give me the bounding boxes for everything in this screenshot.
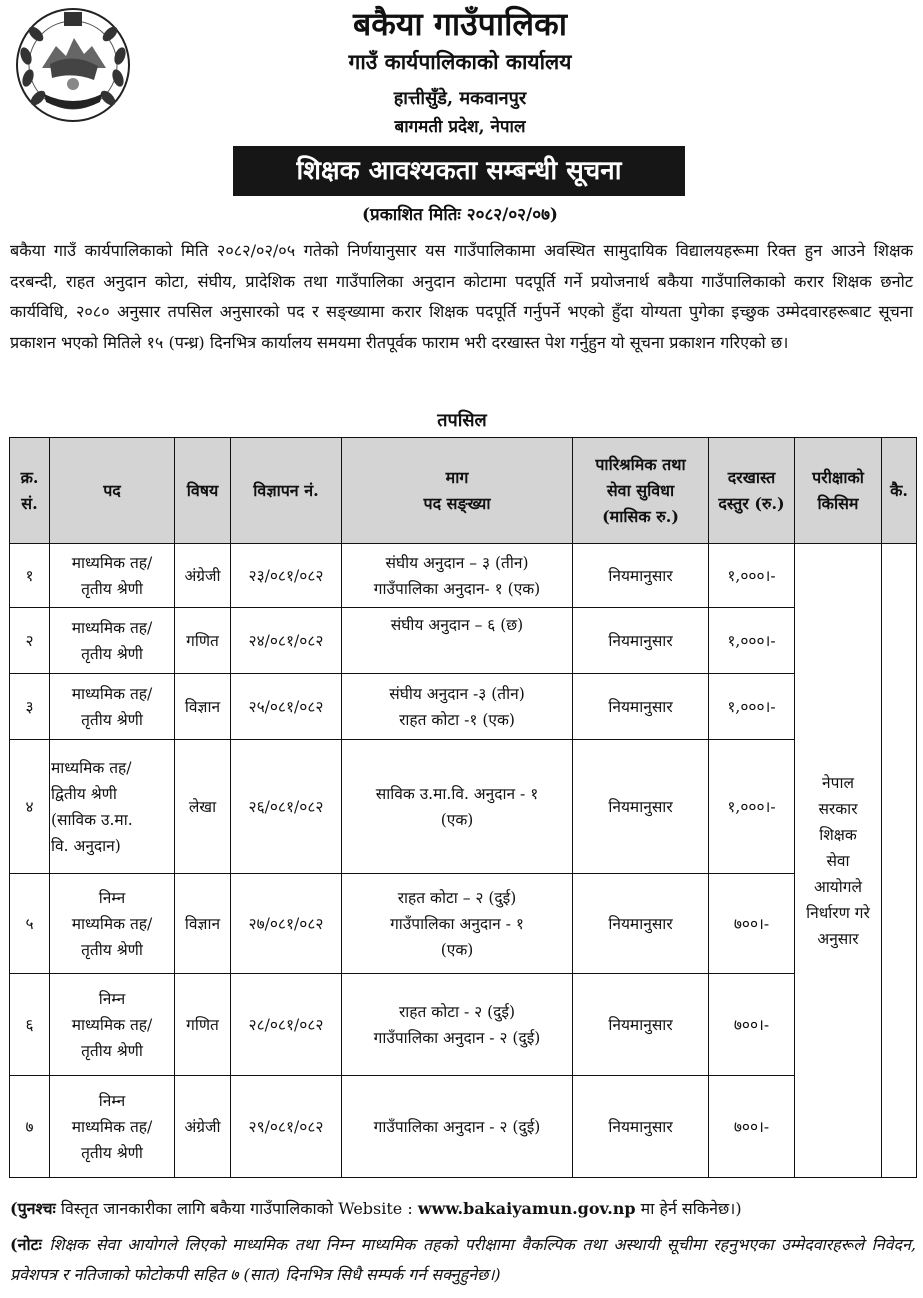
col-header-remarks: कै. [882, 438, 917, 544]
cell-post: माध्यमिक तह/ तृतीय श्रेणी [50, 544, 175, 608]
cell-fee: १,०००।- [709, 740, 795, 874]
cell-post: निम्न माध्यमिक तह/ तृतीय श्रेणी [50, 874, 175, 974]
note-text: शिक्षक सेवा आयोगले लिएको माध्यमिक तथा निम्न माध्यमिक तहको परीक्षामा वैकल्पिक तथा अस्थायी सूचीमा रहनुभएका उम्मेदवारहरूले निवेदन, प्रवेशपत्र र नतिजाको फोटोकपी सहित ७ (सात) दिनभित्र सिधै सम्पर्क गर्न सक्नुहुनेछ।) [10, 1235, 916, 1284]
cell-sn: ३ [10, 674, 50, 740]
table-row [10, 608, 917, 674]
cell-fee: १,०००।- [709, 674, 795, 740]
table-row [10, 874, 917, 974]
postscript-text: विस्तृत जानकारीका लागि बकैया गाउँपालिकाको Website : [55, 1199, 418, 1218]
cell-sn: १ [10, 544, 50, 608]
cell-demand: गाउँपालिका अनुदान - २ (दुई) [342, 1076, 573, 1178]
cell-post: माध्यमिक तह/ तृतीय श्रेणी [50, 674, 175, 740]
cell-demand: राहत कोटा - २ (दुई) गाउँपालिका अनुदान - २ (दुई) [342, 974, 573, 1076]
cell-fee: १,०००।- [709, 608, 795, 674]
cell-fee: ७००।- [709, 874, 795, 974]
cell-remuneration: नियमानुसार [573, 740, 709, 874]
postscript-tail: मा हेर्न सकिनेछ।) [635, 1199, 742, 1218]
nepal-government-emblem-icon [14, 6, 132, 124]
postscript-label: (पुनश्चः [10, 1199, 56, 1218]
cell-adv-no: २९/०८१/०८२ [231, 1076, 342, 1178]
cell-sn: ६ [10, 974, 50, 1076]
cell-remuneration: नियमानुसार [573, 544, 709, 608]
address: हात्तीसुँडे, मकवानपुर [393, 88, 527, 109]
postscript-note [10, 1194, 916, 1224]
cell-subject: विज्ञान [175, 874, 231, 974]
cell-subject: अंग्रेजी [175, 1076, 231, 1178]
cell-remuneration: नियमानुसार [573, 1076, 709, 1178]
cell-post: माध्यमिक तह/ द्वितीय श्रेणी (साविक उ.मा. वि. अनुदान) [50, 740, 175, 874]
vacancy-table [9, 437, 917, 1178]
cell-exam-type: नेपाल सरकार शिक्षक सेवा आयोगले निर्धारण गरे अनुसार [795, 544, 882, 1178]
cell-demand: संघीय अनुदान – ६ (छ) [342, 608, 573, 674]
cell-remuneration: नियमानुसार [573, 974, 709, 1076]
cell-adv-no: २६/०८१/०८२ [231, 740, 342, 874]
cell-sn: ४ [10, 740, 50, 874]
table-header-row [10, 438, 917, 544]
cell-fee: ७००।- [709, 974, 795, 1076]
cell-post: निम्न माध्यमिक तह/ तृतीय श्रेणी [50, 974, 175, 1076]
col-header-post: पद [50, 438, 175, 544]
table-row [10, 740, 917, 874]
cell-post: माध्यमिक तह/ तृतीय श्रेणी [50, 608, 175, 674]
notice-body: बकैया गाउँ कार्यपालिकाको मिति २०८२/०२/०५ गतेको निर्णयानुसार यस गाउँपालिकामा अवस्थित सामुदायिक विद्यालयहरूमा रिक्त हुन आउने शिक्षक दरबन्दी, राहत अनुदान कोटा, संघीय, प्रादेशिक तथा गाउँपालिका अनुदान कोटामा पदपूर्ति गर्ने प्रयोजनार्थ बकैया गाउँपालिकाको करार शिक्षक छनोट कार्यविधि, २०८० अनुसार तपसिल अनुसारको पद र सङ्ख्यामा करार शिक्षक पदपूर्ति गर्नुपर्ने भएको हुँदा योग्यता पुगेका इच्छुक उम्मेदवारहरूबाट सूचना प्रकाशन भएको मितिले १५ (पन्ध्र) दिनभित्र कार्यालय समयमा रीतपूर्वक फाराम भरी दरखास्त पेश गर्नुहुन यो सूचना प्रकाशन गरिएको छ। [10, 241, 913, 352]
note-label: (नोटः [10, 1235, 42, 1254]
cell-remarks [882, 544, 917, 1178]
cell-subject: अंग्रेजी [175, 544, 231, 608]
table-row [10, 974, 917, 1076]
cell-demand: संघीय अनुदान – ३ (तीन) गाउँपालिका अनुदान- १ (एक) [342, 544, 573, 608]
published-date: (प्रकाशित मितिः २०८२/०२/०७) [362, 205, 558, 225]
cell-demand: राहत कोटा – २ (दुई) गाउँपालिका अनुदान - १ (एक) [342, 874, 573, 974]
notice-title: शिक्षक आवश्यकता सम्बन्धी सूचना [233, 146, 685, 196]
cell-subject: गणित [175, 974, 231, 1076]
cell-fee: ७००।- [709, 1076, 795, 1178]
cell-adv-no: २८/०८१/०८२ [231, 974, 342, 1076]
col-header-exam-type: परीक्षाको किसिम [795, 438, 882, 544]
cell-subject: विज्ञान [175, 674, 231, 740]
col-header-demand: माग पद सङ्ख्या [342, 438, 573, 544]
cell-remuneration: नियमानुसार [573, 874, 709, 974]
municipality-name: बकैया गाउँपालिका [353, 5, 567, 43]
cell-subject: गणित [175, 608, 231, 674]
website-link[interactable]: www.bakaiyamun.gov.np [417, 1199, 636, 1218]
cell-subject: लेखा [175, 740, 231, 874]
cell-adv-no: २३/०८१/०८२ [231, 544, 342, 608]
schedule-heading: तपसिल [437, 410, 487, 431]
cell-sn: २ [10, 608, 50, 674]
col-header-subject: विषय [175, 438, 231, 544]
cell-demand: संघीय अनुदान -३ (तीन) राहत कोटा -१ (एक) [342, 674, 573, 740]
col-header-adv-no: विज्ञापन नं. [231, 438, 342, 544]
table-row [10, 674, 917, 740]
cell-remuneration: नियमानुसार [573, 674, 709, 740]
table-row [10, 544, 917, 608]
cell-remuneration: नियमानुसार [573, 608, 709, 674]
cell-sn: ७ [10, 1076, 50, 1178]
table-row [10, 1076, 917, 1178]
note-paragraph [10, 1230, 916, 1290]
cell-adv-no: २५/०८१/०८२ [231, 674, 342, 740]
col-header-remuneration: पारिश्रमिक तथा सेवा सुविधा (मासिक रु.) [573, 438, 709, 544]
province: बागमती प्रदेश, नेपाल [394, 117, 526, 137]
cell-adv-no: २७/०८१/०८२ [231, 874, 342, 974]
cell-fee: १,०००।- [709, 544, 795, 608]
cell-post: निम्न माध्यमिक तह/ तृतीय श्रेणी [50, 1076, 175, 1178]
cell-adv-no: २४/०८१/०८२ [231, 608, 342, 674]
col-header-sn: क्र. सं. [10, 438, 50, 544]
cell-sn: ५ [10, 874, 50, 974]
cell-demand: साविक उ.मा.वि. अनुदान - १ (एक) [342, 740, 573, 874]
col-header-fee: दरखास्त दस्तुर (रु.) [709, 438, 795, 544]
office-name: गाउँ कार्यपालिकाको कार्यालय [348, 49, 572, 74]
